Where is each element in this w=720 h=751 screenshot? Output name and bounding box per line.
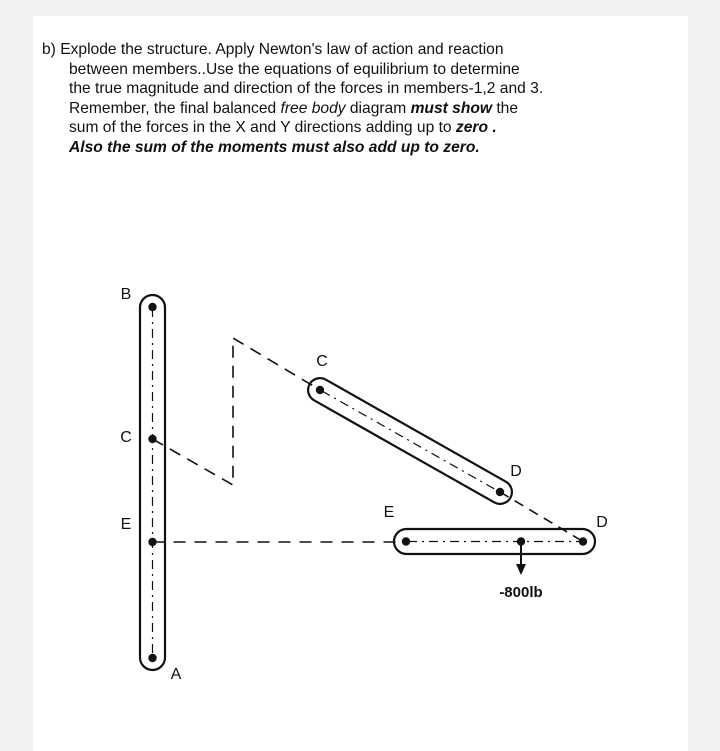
label-C-left: C: [120, 429, 132, 446]
line4-mid: diagram: [345, 99, 411, 117]
line5-text: sum of the forces in the X and Y directions adding up to: [69, 119, 456, 137]
member-horizontal-ED: [394, 529, 595, 554]
member-vertical-BA: [140, 295, 165, 670]
label-E-left: E: [120, 516, 132, 533]
member-diagonal-CD: [316, 386, 504, 496]
label-D-upper: D: [510, 463, 522, 480]
label-D-lower: D: [596, 514, 608, 531]
label-B: B: [120, 286, 132, 303]
line4-end: the: [492, 99, 519, 117]
problem-line-3: the true magnitude and direction of the forces in members-1,2 and 3.: [69, 80, 544, 98]
problem-line-1: b) Explode the structure. Apply Newton's law of action and reaction: [42, 41, 504, 58]
label-A: A: [170, 666, 182, 683]
label-E-lower: E: [383, 504, 395, 521]
moments-statement: Also the sum of the moments must also add up to zero.: [69, 138, 480, 156]
connector-C-zigzag: [153, 338, 321, 485]
line4-text: Remember, the final balanced: [69, 99, 281, 117]
free-body-italic: free body: [280, 99, 346, 117]
problem-line-2: between members..Use the equations of equilibrium to determine: [69, 60, 520, 78]
label-C-upper: C: [316, 353, 328, 370]
must-show-bold: must show: [410, 99, 493, 117]
load-label: -800lb: [499, 584, 543, 601]
zero-bold: zero .: [455, 119, 497, 137]
